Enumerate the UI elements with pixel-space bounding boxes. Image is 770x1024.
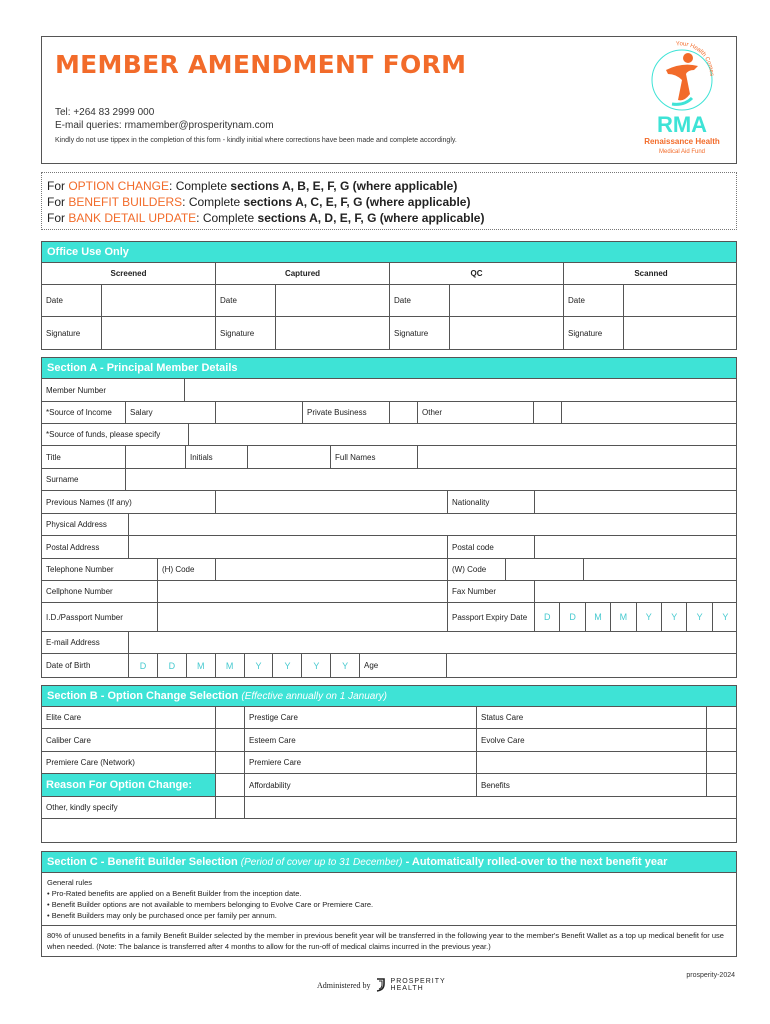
scanned-date-field[interactable] [624, 285, 738, 316]
telephone-line: Tel: +264 83 2999 000 [55, 107, 155, 118]
col-qc: QC [390, 263, 564, 284]
office-use-title: Office Use Only [42, 242, 736, 263]
office-use-table [41, 241, 737, 350]
source-funds-field[interactable] [189, 424, 738, 445]
other-checkbox[interactable] [534, 402, 562, 423]
member-number-label: Member Number [42, 379, 185, 401]
premiere-care-checkbox[interactable] [707, 752, 738, 773]
other-reason-checkbox[interactable] [216, 797, 245, 818]
previous-names-field[interactable] [216, 491, 448, 513]
other-label: Other [418, 402, 534, 423]
age-field[interactable] [447, 654, 738, 677]
expiry-year-1[interactable]: Y [637, 603, 662, 631]
expiry-year-2[interactable]: Y [662, 603, 687, 631]
col-scanned: Scanned [634, 269, 668, 278]
prosperity-logo-icon [375, 978, 387, 992]
signature-label: Signature [390, 317, 450, 349]
evolve-care-checkbox[interactable] [707, 729, 738, 751]
date-label: Date [564, 285, 624, 316]
logo-line1: Renaissance Health [644, 137, 720, 146]
instruction-bank-update: For BANK DETAIL UPDATE: Complete sections A, D, E, F, G (where applicable) [47, 211, 485, 225]
source-funds-label: *Source of funds, please specify [42, 424, 189, 445]
col-captured: Captured [216, 263, 390, 284]
signature-label: Signature [564, 317, 624, 349]
rules-title: General rules [47, 878, 93, 887]
source-income-label: *Source of Income [42, 402, 126, 423]
premiere-network-checkbox[interactable] [216, 752, 245, 773]
other-reason-field[interactable] [245, 797, 738, 818]
dob-day-1[interactable]: D [129, 654, 158, 677]
instruction-benefit-builders: For BENEFIT BUILDERS: Complete sections A, C, E, F, G (where applicable) [47, 195, 471, 209]
dob-year-1[interactable]: Y [245, 654, 274, 677]
email-field[interactable] [129, 632, 738, 653]
id-passport-label: I.D./Passport Number [42, 603, 158, 631]
age-label: Age [360, 654, 447, 677]
signature-label: Signature [42, 317, 102, 349]
section-a-title: Section A - Principal Member Details [42, 358, 736, 379]
administered-by [317, 978, 446, 992]
initials-field[interactable] [248, 446, 331, 468]
option-status-care: Status Care [477, 707, 707, 728]
postal-code-label: Postal code [448, 536, 535, 558]
col-screened: Screened [42, 263, 216, 284]
email-label: E-mail Address [42, 632, 129, 653]
administered-label: Administered by [317, 980, 371, 990]
section-b-table [41, 685, 737, 843]
prosperity-health-wordmark: PROSPERITY HEALTH [390, 978, 446, 992]
expiry-month-1[interactable]: M [586, 603, 611, 631]
qc-signature-field[interactable] [450, 317, 564, 349]
w-code-label: (W) Code [448, 559, 506, 580]
fax-field[interactable] [535, 581, 738, 602]
qc-date-field[interactable] [450, 285, 564, 316]
dob-day-2[interactable]: D [158, 654, 187, 677]
nationality-label: Nationality [448, 491, 535, 513]
dob-month-1[interactable]: M [187, 654, 216, 677]
other-specify-field[interactable] [562, 402, 738, 423]
other-reason-continued-field[interactable] [42, 819, 738, 842]
date-label: Date [216, 285, 276, 316]
fax-label: Fax Number [448, 581, 535, 602]
tippex-note: Kindly do not use tippex in the completion of this form - kindly initial where corrections have been made and complete accordingly. [55, 137, 457, 144]
private-business-label: Private Business [303, 402, 390, 423]
salary-label: Salary [126, 402, 216, 423]
dob-month-2[interactable]: M [216, 654, 245, 677]
option-esteem-care: Esteem Care [245, 729, 477, 751]
expiry-year-4[interactable]: Y [722, 612, 729, 622]
private-business-checkbox[interactable] [390, 402, 418, 423]
title-field[interactable] [126, 446, 186, 468]
initials-label: Initials [186, 446, 248, 468]
passport-expiry-label: Passport Expiry Date [448, 603, 535, 631]
logo-ring-text: Your Health Comes [675, 41, 715, 77]
nationality-field[interactable] [535, 491, 738, 513]
rule-item: • Pro-Rated benefits are applied on a Benefit Builder from the inception date. [47, 888, 731, 899]
other-specify-label: Other, kindly specify [42, 797, 216, 818]
option-empty [477, 752, 707, 773]
benefits-label: Benefits [477, 774, 707, 796]
rule-item: • Benefit Builder options are not available to members belonging to Evolve Care or Premiere Care. [47, 899, 731, 910]
email-line: E-mail queries: rmamember@prosperitynam.com [55, 120, 274, 131]
footer-code: prosperity-2024 [686, 972, 735, 979]
option-premiere-care-network: Premiere Care (Network) [42, 752, 216, 773]
option-elite-care: Elite Care [42, 707, 216, 728]
rule-item: • Benefit Builders may only be purchased once per family per annum. [47, 910, 731, 921]
postal-address-field[interactable] [129, 536, 448, 558]
rollover-paragraph: 80% of unused benefits in a family Benefit Builder selected by the member in previous benefit year will be transferred in the following year to the member's Benefit Wallet as a top up medical benefit for use when needed. (Note: The balance is transferred after 4 months to allow for the run-off of medical claims incurred in the previous year.) [42, 925, 736, 956]
work-telephone-field[interactable] [584, 559, 738, 580]
dob-year-3[interactable]: Y [302, 654, 331, 677]
screened-signature-field[interactable] [102, 317, 216, 349]
home-telephone-field[interactable] [216, 559, 448, 580]
w-code-field[interactable] [506, 559, 584, 580]
instruction-option-change: For OPTION CHANGE: Complete sections A, B, E, F, G (where applicable) [47, 179, 458, 193]
expiry-month-2[interactable]: M [611, 603, 636, 631]
date-label: Date [390, 285, 450, 316]
physical-address-field[interactable] [129, 514, 738, 535]
section-c-table [41, 851, 737, 957]
expiry-year-3[interactable]: Y [687, 603, 712, 631]
section-c-title: Section C - Benefit Builder Selection (Period of cover up to 31 December) - Automatically rolled-over to the next benefit year [42, 852, 736, 873]
logo-name: RMA [656, 112, 708, 137]
option-caliber-care: Caliber Care [42, 729, 216, 751]
option-evolve-care: Evolve Care [477, 729, 707, 751]
rma-logo [632, 40, 732, 158]
person-figure-icon [666, 53, 698, 104]
reason-blank [216, 774, 245, 796]
section-b-title: Section B - Option Change Selection (Effective annually on 1 January) [42, 686, 736, 707]
general-rules [42, 873, 736, 925]
postal-address-label: Postal Address [42, 536, 129, 558]
dob-year-2[interactable]: Y [274, 654, 303, 677]
h-code-label: (H) Code [158, 559, 216, 580]
elite-care-checkbox[interactable] [216, 707, 245, 728]
cellphone-field[interactable] [158, 581, 448, 602]
surname-label: Surname [42, 469, 126, 490]
member-number-field[interactable] [185, 379, 738, 401]
status-care-checkbox[interactable] [707, 707, 738, 728]
expiry-day-1[interactable]: D [535, 603, 560, 631]
cellphone-label: Cellphone Number [42, 581, 158, 602]
section-a-table [41, 357, 737, 678]
captured-signature-field[interactable] [276, 317, 390, 349]
salary-checkbox[interactable] [216, 402, 303, 423]
signature-label: Signature [216, 317, 276, 349]
captured-date-field[interactable] [276, 285, 390, 316]
option-prestige-care: Prestige Care [245, 707, 477, 728]
postal-code-field[interactable] [535, 536, 738, 558]
benefits-checkbox[interactable] [707, 774, 738, 796]
telephone-label: Telephone Number [42, 559, 158, 580]
title-label: Title [42, 446, 126, 468]
logo-line2: Medical Aid Fund [658, 149, 706, 155]
screened-date-field[interactable] [102, 285, 216, 316]
full-names-field[interactable] [418, 446, 738, 468]
form-title: MEMBER AMENDMENT FORM [55, 50, 467, 79]
date-label: Date [42, 285, 102, 316]
option-premiere-care: Premiere Care [245, 752, 477, 773]
surname-field[interactable] [126, 469, 738, 490]
affordability-label: Affordability [245, 774, 477, 796]
physical-address-label: Physical Address [42, 514, 129, 535]
previous-names-label: Previous Names (If any) [42, 491, 216, 513]
expiry-day-2[interactable]: D [560, 603, 585, 631]
dob-label: Date of Birth [42, 654, 129, 677]
caliber-care-checkbox[interactable] [216, 729, 245, 751]
reason-for-change-label: Reason For Option Change: [42, 774, 216, 796]
id-passport-field[interactable] [158, 603, 448, 631]
scanned-signature-field[interactable] [624, 317, 738, 349]
full-names-label: Full Names [331, 446, 418, 468]
dob-year-4[interactable]: Y [331, 654, 360, 677]
